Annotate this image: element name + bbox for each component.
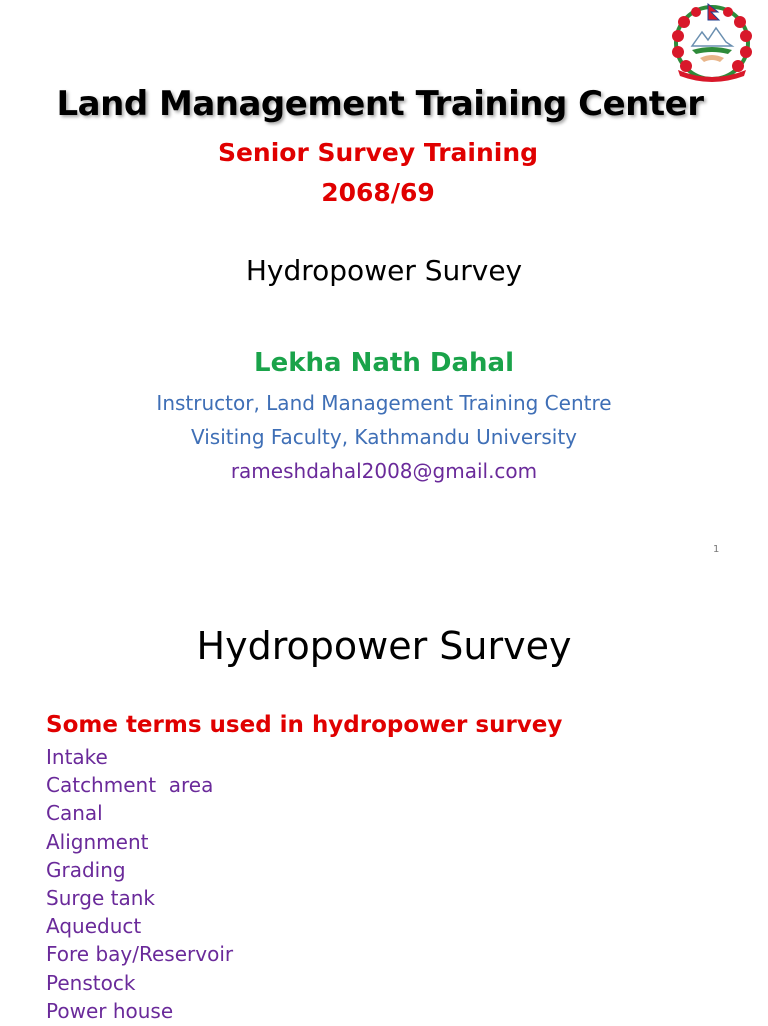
list-item: Aqueduct [46,914,142,939]
subtitle-line-2: 2068/69 [321,178,435,207]
affiliation-line-1: Instructor, Land Management Training Centre [156,391,612,415]
page-number: 1 [713,544,720,555]
list-item: Grading [46,857,126,882]
affiliation-line-2: Visiting Faculty, Kathmandu University [190,425,577,449]
topic-title: Hydropower Survey [245,254,523,287]
author-name: Lekha Nath Dahal [254,348,514,378]
list-item: Intake [46,745,108,769]
terms-heading: Some terms used in hydropower survey [46,712,563,738]
author-email[interactable]: rameshdahal2008@gmail.com [230,459,538,483]
list-item: Power house [46,998,174,1023]
nepal-government-emblem-icon [664,2,760,84]
list-item: Fore bay/Reservoir [46,942,234,967]
slide-2 [0,572,768,1024]
slide-title: Hydropower Survey [196,624,572,668]
list-item: Penstock [46,970,136,995]
list-item: Surge tank [46,885,155,910]
list-item: Catchment area [46,773,214,798]
subtitle-line-1: Senior Survey Training [217,138,539,167]
terms-list [46,744,233,1026]
list-item: Alignment [46,829,149,854]
page-title: Land Management Training Center [56,84,704,124]
list-item: Canal [46,801,103,826]
